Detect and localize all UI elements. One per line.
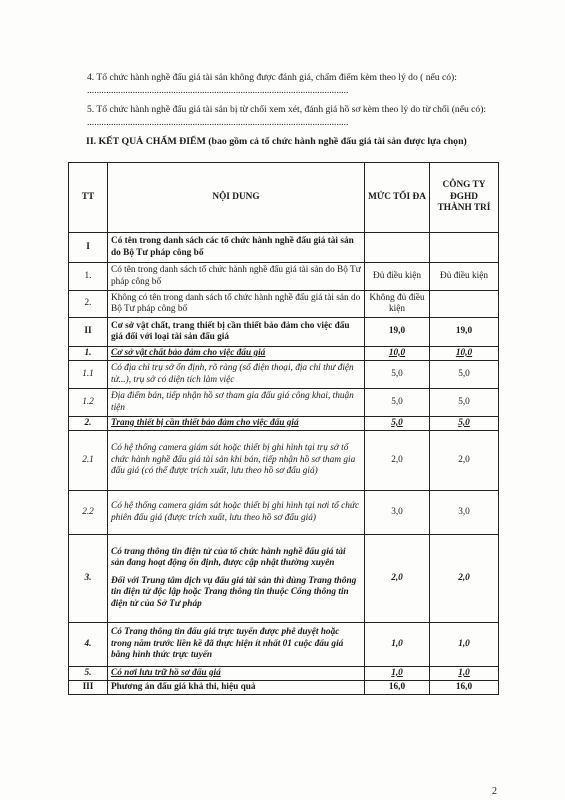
row-company: 3,0 xyxy=(430,491,499,535)
table-row xyxy=(69,361,499,389)
row-company: 10,0 xyxy=(430,347,499,361)
row-max: 5,0 xyxy=(365,361,430,389)
row-max: 19,0 xyxy=(365,318,430,347)
row-company: 5,0 xyxy=(430,389,499,417)
row-max: 10,0 xyxy=(365,347,430,361)
row-tt: III xyxy=(69,681,108,695)
row-company: 5,0 xyxy=(430,417,499,431)
row-content: Địa điểm bán, tiếp nhận hồ sơ tham gia đấu giá công khai, thuận tiện xyxy=(108,389,365,417)
row-max: 1,0 xyxy=(365,667,430,681)
header-content: NỘI DUNG xyxy=(108,163,365,233)
row-content-note: Đối với Trung tâm dịch vụ đấu giá tài sản thì dùng Trang thông tin điện tử độc lập hoặc Trang thông tin thuộc Cổng thông tin điện tử của Sở Tư pháp xyxy=(111,575,357,609)
row-company: Đủ điều kiện xyxy=(430,263,499,291)
row-content: Có Trang thông tin đấu giá trực tuyến được phê duyệt hoặc trong năm trước liền kề đã thực hiện ít nhất 01 cuộc đấu giá bằng hình thức trực tuyến xyxy=(108,623,365,667)
table-row xyxy=(69,491,499,535)
row-tt: II xyxy=(69,318,108,347)
row-max: Đủ điều kiện xyxy=(365,263,430,291)
paragraph-item-4: 4. Tổ chức hành nghề đấu giá tài sản không được đánh giá, chấm điểm kèm theo lý do ( nếu có): ............................................................................................................. xyxy=(87,72,457,96)
row-content: Có địa chỉ trụ sở ổn định, rõ ràng (số điện thoại, địa chỉ thư điện tử...), trụ sở có diện tích làm việc xyxy=(108,361,365,389)
table-row xyxy=(69,318,499,347)
row-company: 19,0 xyxy=(430,318,499,347)
row-company: 2,0 xyxy=(430,535,499,623)
row-content-main: Có trang thông tin điện tử của tổ chức hành nghề đấu giá tài sản đang hoạt động ổn định, được cập nhật thường xuyên xyxy=(111,546,346,569)
header-max: MỨC TỐI ĐA xyxy=(365,163,430,233)
row-content: Phương án đấu giá khả thi, hiệu quả xyxy=(108,681,365,695)
paragraph-item-5: 5. Tổ chức hành nghề đấu giá tài sản bị từ chối xem xét, đánh giá hồ sơ kèm theo lý do từ chối (nếu có): ............................................................................................................. xyxy=(87,104,487,128)
table-row xyxy=(69,417,499,431)
row-max: 5,0 xyxy=(365,389,430,417)
row-tt: 5. xyxy=(69,667,108,681)
row-company: 5,0 xyxy=(430,361,499,389)
row-tt: 1.1 xyxy=(69,361,108,389)
row-tt: 2. xyxy=(69,291,108,318)
row-max: 2,0 xyxy=(365,431,430,491)
table-row xyxy=(69,623,499,667)
row-tt: 1. xyxy=(69,347,108,361)
page-number: 2 xyxy=(492,786,497,797)
row-content: Có hệ thống camera giám sát hoặc thiết bị ghi hình tại nơi tổ chức phiên đấu giá (được trích xuất, lưu theo hồ sơ đấu giá) xyxy=(108,491,365,535)
row-tt: 2. xyxy=(69,417,108,431)
row-content: Cơ sở vật chất, trang thiết bị cần thiết bảo đảm cho việc đấu giá đối với loại tài sản đấu giá xyxy=(108,318,365,347)
row-company: 2,0 xyxy=(430,431,499,491)
row-tt: 4. xyxy=(69,623,108,667)
row-content xyxy=(108,535,365,623)
table-row xyxy=(69,431,499,491)
row-company: 1,0 xyxy=(430,667,499,681)
row-tt: 1. xyxy=(69,263,108,291)
row-tt: 1.2 xyxy=(69,389,108,417)
row-tt: 2.2 xyxy=(69,491,108,535)
table-row xyxy=(69,263,499,291)
row-max: 2,0 xyxy=(365,535,430,623)
row-tt: 3. xyxy=(69,535,108,623)
row-content: Không có tên trong danh sách tổ chức hành nghề đấu giá tài sản do Bộ Tư pháp công bố xyxy=(108,291,365,318)
header-tt: TT xyxy=(69,163,108,233)
scoring-table xyxy=(68,162,499,695)
table-row xyxy=(69,233,499,263)
table-row xyxy=(69,667,499,681)
row-company xyxy=(430,291,499,318)
table-row xyxy=(69,681,499,695)
row-content: Trang thiết bị cần thiết bảo đảm cho việc đấu giá xyxy=(108,417,365,431)
table-row xyxy=(69,389,499,417)
row-company xyxy=(430,233,499,263)
table-header-row xyxy=(69,163,499,233)
header-company: CÔNG TY ĐGHD THÀNH TRÍ xyxy=(430,163,499,233)
row-content: Có hệ thống camera giám sát hoặc thiết bị ghi hình tại trụ sở tổ chức hành nghề đấu giá tài sản khi bán, tiếp nhận hồ sơ tham gia đấu giá (có thể được trích xuất, lưu theo hồ sơ đấu giá) xyxy=(108,431,365,491)
row-max: 16,0 xyxy=(365,681,430,695)
row-company: 1,0 xyxy=(430,623,499,667)
row-tt: 2.1 xyxy=(69,431,108,491)
table-row xyxy=(69,535,499,623)
row-content: Có tên trong danh sách các tổ chức hành nghề đấu giá tài sản do Bộ Tư pháp công bố xyxy=(108,233,365,263)
row-company: 16,0 xyxy=(430,681,499,695)
row-max xyxy=(365,233,430,263)
table-row xyxy=(69,291,499,318)
row-content: Có tên trong danh sách tổ chức hành nghề đấu giá tài sản do Bộ Tư pháp công bố xyxy=(108,263,365,291)
table-row xyxy=(69,347,499,361)
row-max: 1,0 xyxy=(365,623,430,667)
section-title: II. KẾT QUẢ CHẤM ĐIỂM (bao gồm cả tổ chức hành nghề đấu giá tài sản được lựa chọn) xyxy=(86,136,467,147)
row-content: Cơ sở vật chất bảo đảm cho việc đấu giá xyxy=(108,347,365,361)
row-content: Có nơi lưu trữ hồ sơ đấu giá xyxy=(108,667,365,681)
row-tt: I xyxy=(69,233,108,263)
row-max: 3,0 xyxy=(365,491,430,535)
row-max: 5,0 xyxy=(365,417,430,431)
row-max: Không đủ điều kiện xyxy=(365,291,430,318)
